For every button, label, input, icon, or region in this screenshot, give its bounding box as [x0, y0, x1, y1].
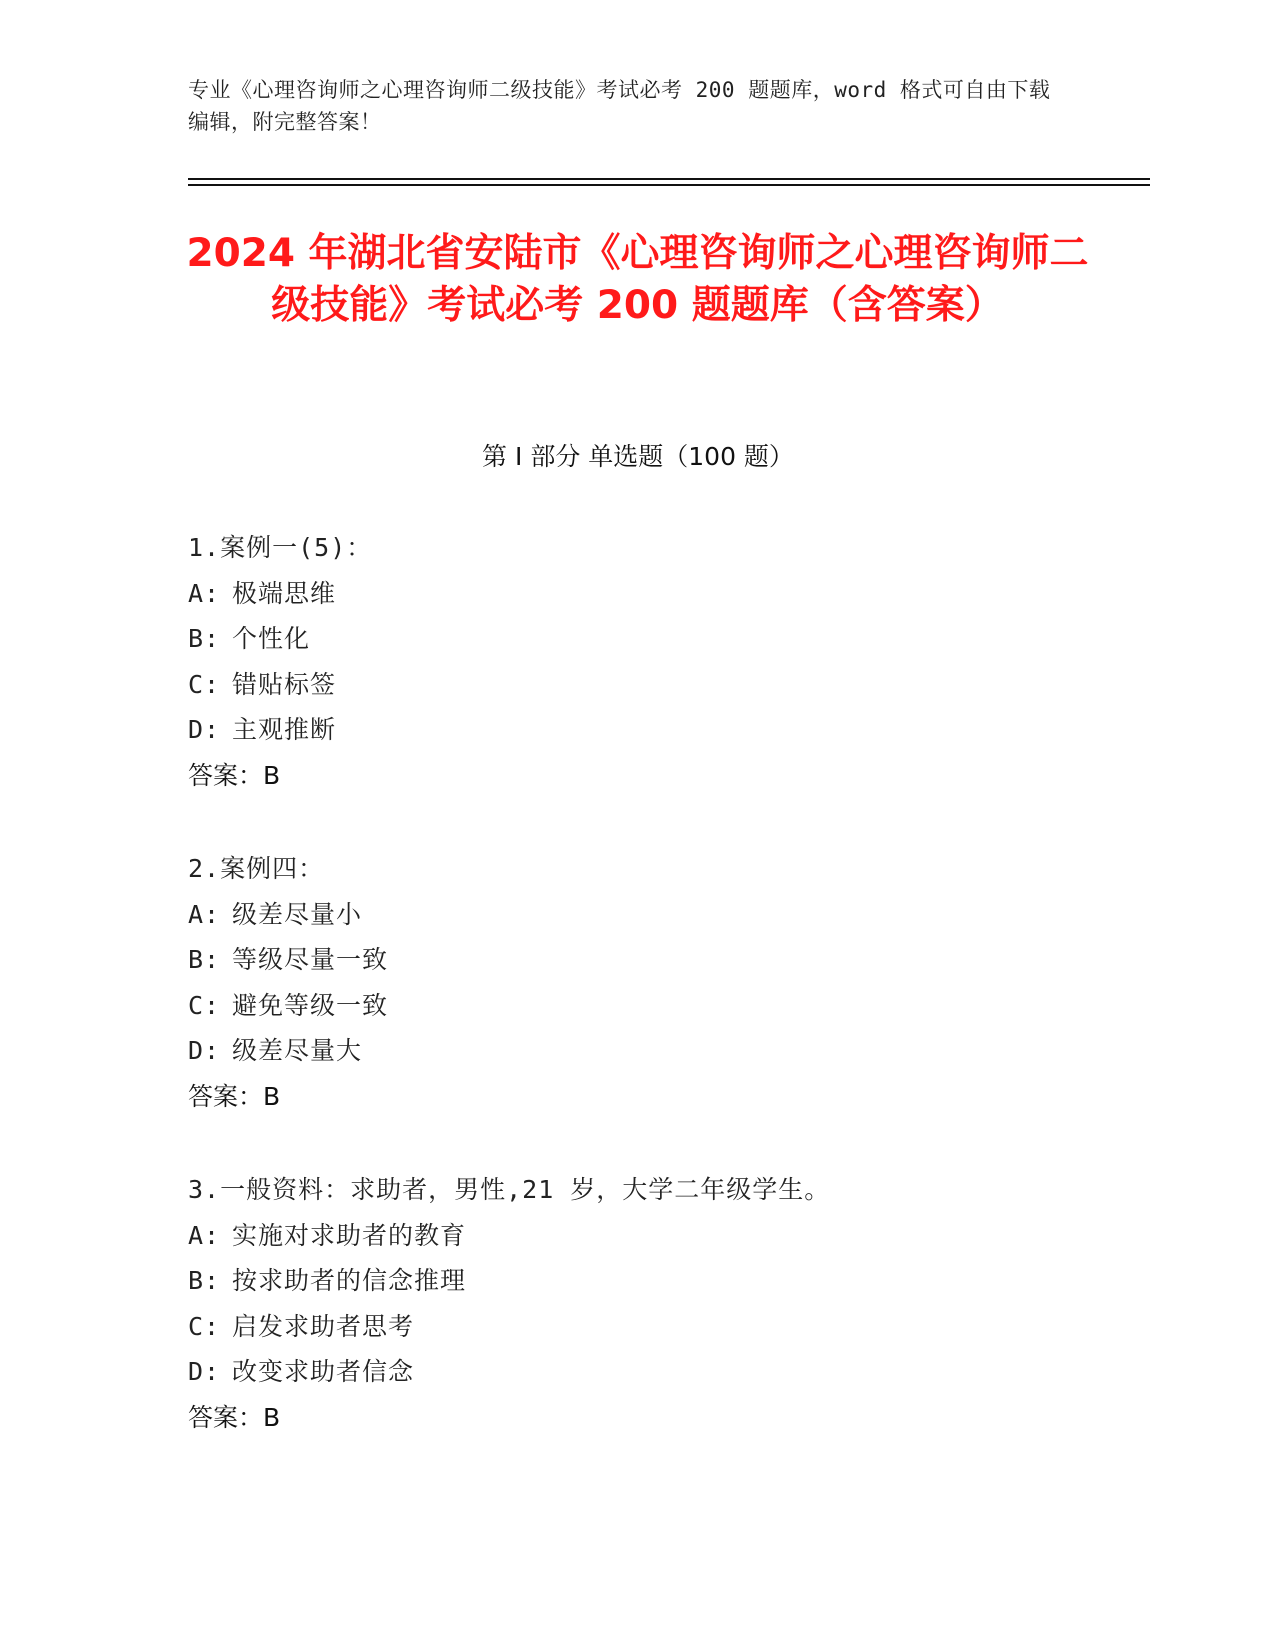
option-key: D:: [188, 715, 221, 744]
option-a: [188, 892, 1138, 938]
option-text: 级差尽量小: [232, 899, 363, 929]
option-c: [188, 662, 1138, 708]
option-d: [188, 707, 1138, 753]
option-b: [188, 616, 1138, 662]
option-text: 级差尽量大: [232, 1036, 363, 1065]
option-d: [188, 1028, 1138, 1074]
option-key: B:: [188, 1266, 221, 1295]
option-key: A:: [188, 899, 221, 929]
question-stem: 1.案例一(5)：: [188, 533, 373, 562]
question-stem: 2.案例四：: [188, 854, 325, 883]
header-note: 专业《心理咨询师之心理咨询师二级技能》考试必考 200 题题库，word 格式可自由下载编辑，附完整答案！: [188, 78, 1051, 134]
option-key: C:: [188, 1311, 221, 1341]
header-divider-bottom: [188, 184, 1150, 186]
option-key: D:: [188, 1036, 221, 1065]
question-item: [188, 1167, 1138, 1440]
option-text: 等级尽量一致: [232, 945, 389, 974]
option-text: 实施对求助者的教育: [232, 1220, 467, 1250]
document-title: 2024 年湖北省安陆市《心理咨询师之心理咨询师二级技能》考试必考 200 题题库（含答案）: [186, 231, 1089, 328]
option-c: [188, 983, 1138, 1029]
option-key: C:: [188, 669, 221, 699]
option-b: [188, 1258, 1138, 1304]
option-b: [188, 937, 1138, 983]
option-key: B:: [188, 945, 221, 974]
option-text: 避免等级一致: [232, 990, 389, 1020]
option-a: [188, 1213, 1138, 1259]
option-text: 主观推断: [232, 715, 337, 744]
option-key: B:: [188, 624, 221, 653]
option-text: 错贴标签: [232, 669, 337, 699]
answer-line: 答案：B: [188, 1402, 281, 1432]
answer-line: 答案：B: [188, 760, 281, 790]
option-c: [188, 1304, 1138, 1350]
option-d: [188, 1349, 1138, 1395]
option-key: A:: [188, 1220, 221, 1250]
answer-line: 答案：B: [188, 1081, 281, 1111]
option-key: C:: [188, 990, 221, 1020]
option-key: A:: [188, 578, 221, 608]
section-title: 第 I 部分 单选题（100 题）: [482, 442, 794, 471]
option-text: 个性化: [232, 624, 311, 653]
option-text: 极端思维: [232, 578, 337, 608]
question-stem: 3.一般资料：求助者，男性,21 岁，大学二年级学生。: [188, 1175, 831, 1204]
header-divider-top: [188, 178, 1150, 180]
option-text: 启发求助者思考: [232, 1311, 415, 1341]
option-a: [188, 571, 1138, 617]
question-item: [188, 846, 1138, 1119]
option-key: D:: [188, 1357, 221, 1386]
question-list: [188, 525, 1138, 1488]
option-text: 按求助者的信念推理: [232, 1266, 467, 1295]
question-item: [188, 525, 1138, 798]
option-text: 改变求助者信念: [232, 1357, 415, 1386]
